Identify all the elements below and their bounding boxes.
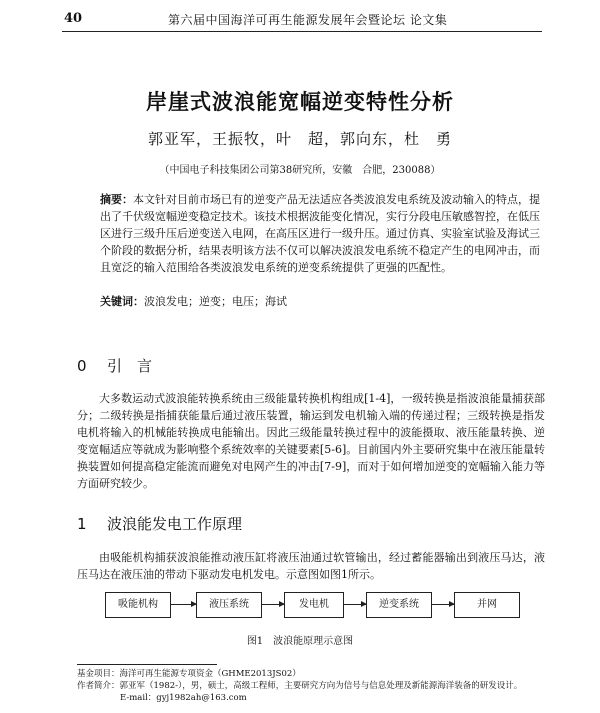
flow-arrow — [432, 604, 454, 605]
section-heading-principle — [77, 513, 242, 534]
abstract-text: 本文针对目前市场已有的逆变产品无法适应各类波浪发电系统及波动输入的特点，提出了千伏级宽幅逆变稳定技术。该技术根据波能变化情况，实行分段电压敏感智控，在低压区进行三级升压后逆变送入电网，在高压区进行一级升压。通过仿真、实验室试验及海试三个阶段的数据分析，结果表明该方法不仅可以解决波浪发电系统不稳定产生的电网冲击，而且宽泛的输入范围给各类波浪发电系统的逆变系统提供了更强的匹配性。 — [100, 193, 540, 274]
section-number: 1 — [77, 515, 87, 533]
keywords — [100, 293, 540, 310]
keywords-text: 波浪发电；逆变；电压；海试 — [144, 295, 287, 308]
section-heading-intro — [77, 355, 152, 376]
flow-box-inverter: 逆变系统 — [366, 592, 432, 618]
section-title: 波浪能发电工作原理 — [107, 515, 243, 533]
keywords-label: 关键词： — [100, 295, 144, 308]
flow-box-hydraulic: 液压系统 — [196, 592, 262, 618]
intro-paragraph: 大多数运动式波浪能转换系统由三级能量转换机构组成[1-4]，一级转换是指波浪能量捕获部分；二级转换是指捕获能量后通过液压装置，输运到发电机输入端的传递过程；三级转换是指发电机将输入的机械能转换成电能输出。因此三级能量转换过程中的波能摄取、液压能量转换、逆变宽幅适应等就成为影响整个系统效率的关键要素[5-6]。目前国内外主要研究集中在液压能量转换装置如何提高稳定能流而避免对电网产生的冲击[7-9]，而对于如何增加逆变的宽幅输入能力等方面研究较少。 — [77, 392, 545, 490]
footnote-author-info: 作者简介：郭亚军（1982-），男，硕士，高级工程师，主要研究方向为信号与信息处理及新能源海洋装备的研发设计。 — [77, 681, 523, 691]
principle-paragraph: 由吸能机构捕获波浪能推动液压缸将液压油通过软管输出，经过蓄能器输出到液压马达，液压马达在液压油的带动下驱动发电机发电。示意图如图1所示。 — [77, 551, 545, 581]
footnote-fund: 基金项目：海洋可再生能源专项资金（GHME2013JS02） — [77, 669, 301, 679]
flow-box-absorber: 吸能机构 — [105, 592, 171, 618]
figure-caption: 图1 波浪能原理示意图 — [246, 636, 354, 647]
section-title: 引 言 — [107, 357, 153, 375]
footnote-rule — [77, 664, 217, 665]
paper-title: 岸崖式波浪能宽幅逆变特性分析 — [146, 90, 454, 114]
flow-arrow — [171, 604, 196, 605]
flow-arrow — [262, 604, 284, 605]
affiliation: （中国电子科技集团公司第38研究所，安徽 合肥，230088） — [159, 165, 441, 176]
author-list: 郭亚军，王振牧，叶 超，郭向东，杜 勇 — [147, 130, 452, 148]
header-rule — [62, 31, 542, 32]
section-number: 0 — [77, 357, 87, 375]
flow-box-generator: 发电机 — [284, 592, 344, 618]
page-number: 40 — [64, 11, 83, 26]
flow-box-grid: 并网 — [454, 592, 520, 618]
running-title: 第六届中国海洋可再生能源发展年会暨论坛 论文集 — [168, 13, 448, 27]
footnote-email: E-mail：gyj1982ah@163.com — [120, 693, 247, 703]
flow-arrow — [344, 604, 366, 605]
abstract — [100, 191, 540, 276]
abstract-label: 摘要： — [100, 193, 133, 206]
